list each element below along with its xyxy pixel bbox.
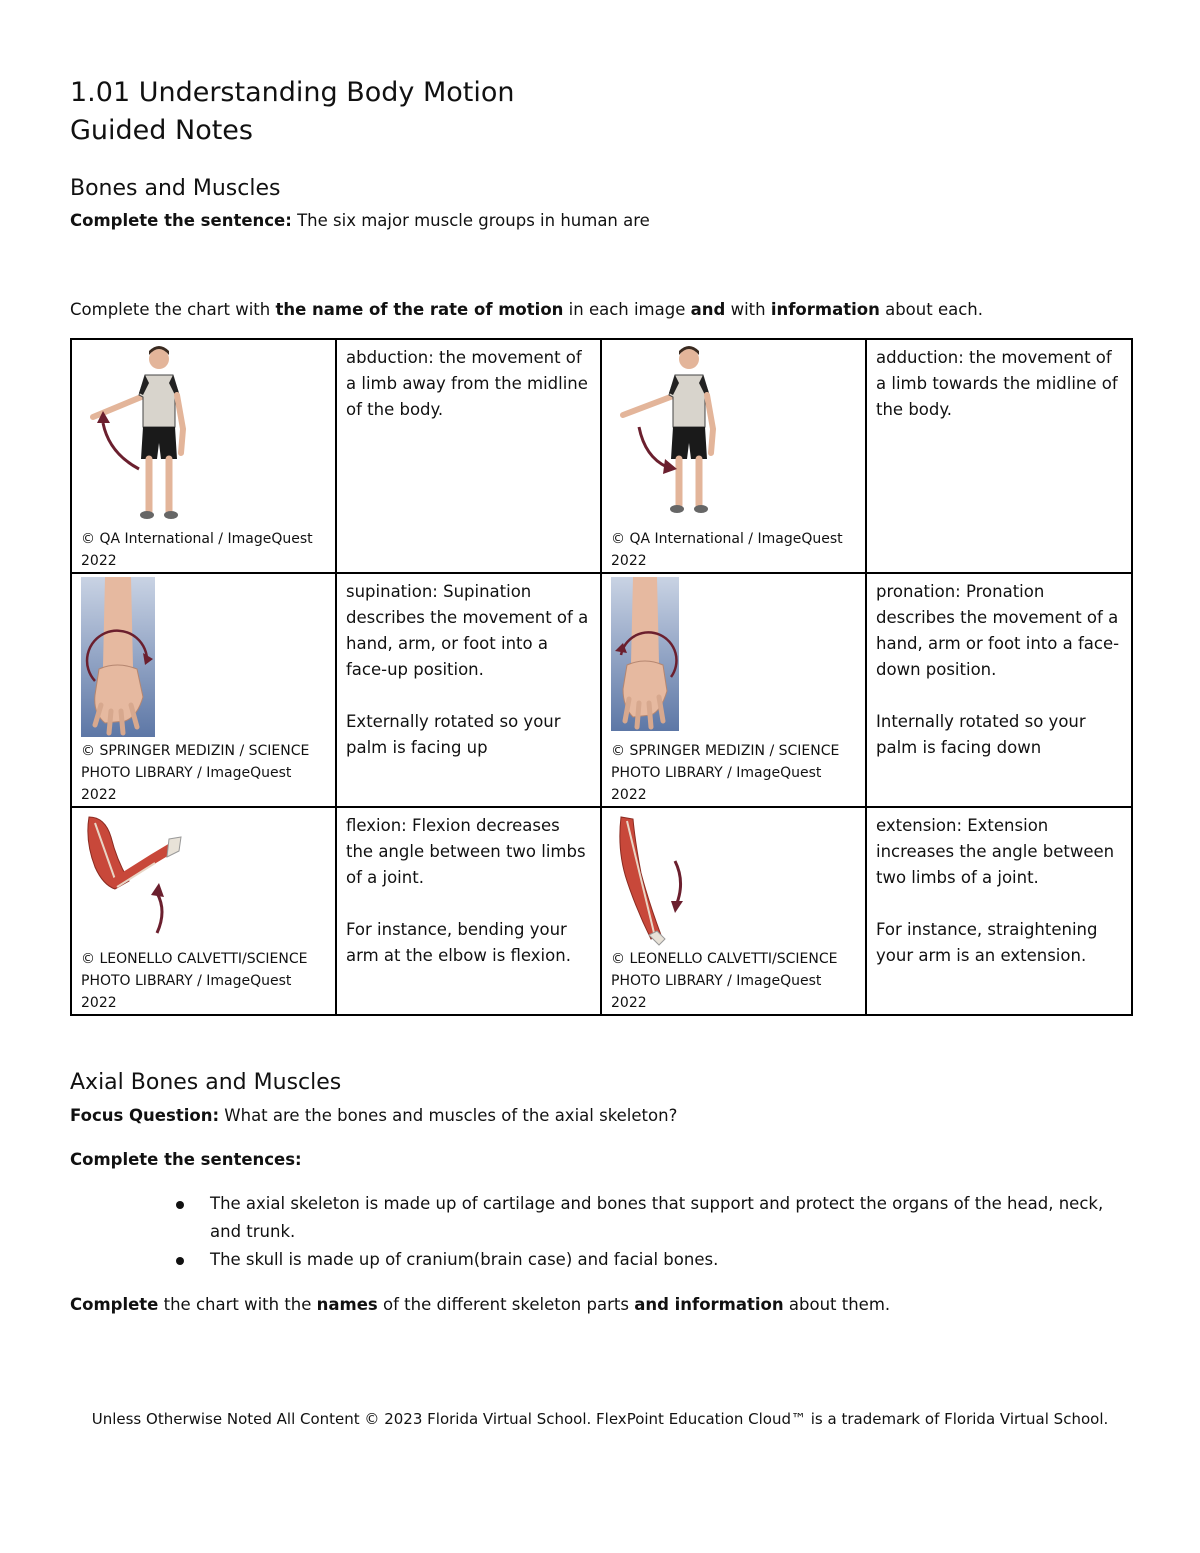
description-text: For instance, bending your arm at the elbow is flexion. — [346, 920, 571, 965]
list-item — [210, 1190, 1130, 1246]
image-cell-extension — [601, 807, 866, 1015]
title-line-2: Guided Notes — [70, 115, 253, 146]
bullet-dot-icon — [176, 1201, 184, 1209]
image-cell-abduction — [71, 339, 336, 573]
description-text: flexion: Flexion decreases the angle between two limbs of a joint. — [346, 816, 586, 887]
prompt-text: The six major muscle groups in human are — [291, 211, 650, 230]
instr-bold-1: Complete — [70, 1295, 159, 1314]
description-text: For instance, straightening your arm is an extension. — [876, 920, 1098, 965]
description-cell-extension — [866, 807, 1132, 1015]
table-row — [71, 339, 1132, 573]
title-line-1: 1.01 Understanding Body Motion — [70, 77, 515, 108]
supination-hand-illustration — [81, 577, 155, 737]
credit-line: 2022 — [81, 553, 117, 569]
instr-text-2: of the different skeleton parts — [377, 1295, 635, 1314]
table-row — [71, 573, 1132, 807]
image-cell-pronation — [601, 573, 866, 807]
description-text: extension: Extension increases the angle between two limbs of a joint. — [876, 816, 1115, 887]
description-text: abduction: the movement of a limb away from the midline of the body. — [346, 348, 588, 419]
list-item-text: The skull is made up of cranium(brain case) and facial bones. — [210, 1250, 719, 1269]
credit-line: PHOTO LIBRARY / ImageQuest — [611, 765, 822, 781]
description-text: Internally rotated so your palm is facing down — [876, 712, 1086, 757]
list-item — [210, 1246, 1130, 1274]
body-motion-table — [70, 338, 1133, 1016]
description-text: Externally rotated so your palm is facing up — [346, 712, 561, 757]
credit-line: © SPRINGER MEDIZIN / SCIENCE — [81, 743, 310, 759]
complete-sentences-label — [70, 1148, 302, 1172]
complete-sentence-prompt — [70, 209, 650, 233]
image-cell-supination — [71, 573, 336, 807]
list-item-text: The axial skeleton is made up of cartilage and bones that support and protect the organs of the head, neck, and trunk. — [210, 1194, 1104, 1241]
description-text: adduction: the movement of a limb towards the midline of the body. — [876, 348, 1118, 419]
credit-line: 2022 — [611, 553, 647, 569]
pronation-hand-illustration — [611, 577, 679, 731]
extension-arm-illustration — [611, 811, 701, 947]
credit-line: 2022 — [611, 995, 647, 1011]
instr-text-3: with — [725, 300, 771, 319]
page-footer: Unless Otherwise Noted All Content © 2023 Florida Virtual School. FlexPoint Education Cloud™ is a trademark of Florida Virtual School. — [91, 1410, 1109, 1428]
credit-line: © SPRINGER MEDIZIN / SCIENCE — [611, 743, 840, 759]
bullet-dot-icon — [176, 1257, 184, 1265]
image-credit — [81, 740, 331, 806]
sentences-list — [210, 1190, 1130, 1274]
page-title — [70, 74, 515, 150]
instr-bold-2: and — [690, 300, 726, 319]
person-adduction-illustration — [611, 343, 741, 519]
credit-line: PHOTO LIBRARY / ImageQuest — [611, 973, 822, 989]
image-credit — [611, 740, 861, 806]
image-credit — [611, 528, 861, 572]
description-cell-supination — [336, 573, 601, 807]
instr-bold-1: the name of the rate of motion — [275, 300, 564, 319]
chart-instructions-2 — [70, 1293, 890, 1317]
credit-line: PHOTO LIBRARY / ImageQuest — [81, 765, 292, 781]
credit-line: 2022 — [611, 787, 647, 803]
table-row — [71, 807, 1132, 1015]
image-credit — [611, 948, 861, 1014]
section-heading-bones-muscles: Bones and Muscles — [70, 176, 281, 201]
instr-text-3: about them. — [783, 1295, 891, 1314]
credit-line: © QA International / ImageQuest — [81, 531, 313, 547]
section-heading-axial: Axial Bones and Muscles — [70, 1070, 342, 1095]
description-cell-adduction — [866, 339, 1132, 573]
image-credit — [81, 528, 331, 572]
sentences-label: Complete the sentences: — [70, 1150, 302, 1169]
instr-text-1: the chart with the — [158, 1295, 317, 1314]
description-cell-pronation — [866, 573, 1132, 807]
description-text: supination: Supination describes the movement of a hand, arm, or foot into a face-up position. — [346, 582, 589, 679]
description-cell-abduction — [336, 339, 601, 573]
flexion-arm-illustration — [81, 811, 191, 939]
focus-label: Focus Question: — [70, 1106, 220, 1125]
instr-text-2: in each image — [563, 300, 691, 319]
description-cell-flexion — [336, 807, 601, 1015]
image-credit — [81, 948, 331, 1014]
focus-question — [70, 1104, 677, 1128]
credit-line: 2022 — [81, 787, 117, 803]
chart-instructions — [70, 298, 983, 322]
credit-line: PHOTO LIBRARY / ImageQuest — [81, 973, 292, 989]
person-abduction-illustration — [81, 343, 211, 525]
instr-bold-3: information — [770, 300, 880, 319]
credit-line: © QA International / ImageQuest — [611, 531, 843, 547]
prompt-label: Complete the sentence: — [70, 211, 292, 230]
credit-line: © LEONELLO CALVETTI/SCIENCE — [611, 951, 838, 967]
image-cell-flexion — [71, 807, 336, 1015]
description-text: pronation: Pronation describes the movement of a hand, arm or foot into a face-down position. — [876, 582, 1120, 679]
focus-text: What are the bones and muscles of the axial skeleton? — [219, 1106, 678, 1125]
instr-text-1: Complete the chart with — [70, 300, 276, 319]
image-cell-adduction — [601, 339, 866, 573]
credit-line: © LEONELLO CALVETTI/SCIENCE — [81, 951, 308, 967]
instr-bold-3: and information — [634, 1295, 784, 1314]
credit-line: 2022 — [81, 995, 117, 1011]
instr-bold-2: names — [316, 1295, 378, 1314]
instr-text-4: about each. — [879, 300, 983, 319]
